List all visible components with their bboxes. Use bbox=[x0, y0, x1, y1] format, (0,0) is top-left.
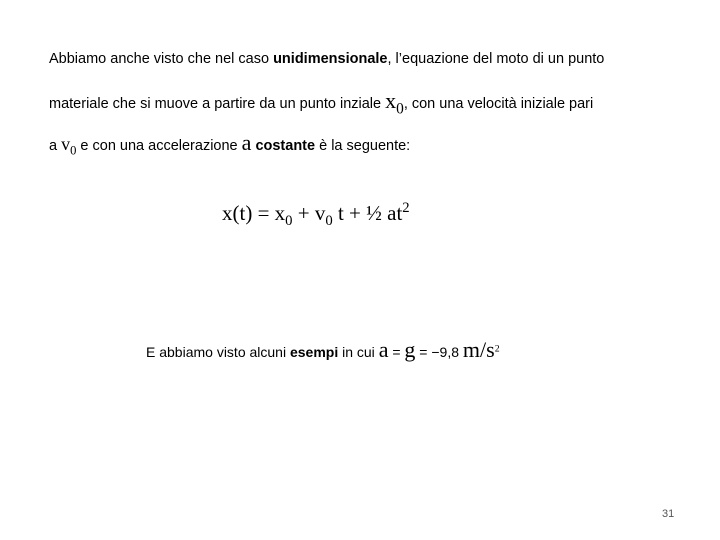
intro-text: e con una accelerazione bbox=[76, 138, 242, 154]
equation-half: ½ bbox=[366, 201, 382, 225]
equation-plus: + bbox=[343, 201, 367, 225]
symbol-x: x bbox=[385, 88, 397, 113]
motion-equation bbox=[222, 200, 410, 230]
examples-text: in cui bbox=[338, 344, 379, 360]
intro-text: Abbiamo anche visto che nel caso bbox=[49, 51, 274, 67]
equation-t: t bbox=[332, 201, 344, 225]
symbol-x0 bbox=[385, 88, 404, 118]
examples-text: E abbiamo visto alcuni bbox=[146, 344, 290, 360]
examples-text: = bbox=[388, 344, 405, 360]
term-unidimensionale: unidimensionale bbox=[273, 51, 388, 67]
equation-lhs: x(t) = bbox=[222, 201, 275, 225]
page-number: 31 bbox=[662, 508, 675, 520]
examples-line bbox=[146, 337, 500, 363]
intro-text: , con una velocità iniziale pari bbox=[403, 96, 594, 112]
subscript-0: 0 bbox=[70, 143, 77, 158]
symbol-g: g bbox=[404, 337, 416, 362]
symbol-v0 bbox=[61, 134, 77, 158]
term-costante: costante bbox=[255, 138, 316, 154]
term-esempi: esempi bbox=[289, 344, 339, 360]
intro-text: materiale che si muove a partire da un punto inziale bbox=[49, 96, 386, 112]
unit-m-s: m/s bbox=[462, 337, 495, 362]
subscript-0: 0 bbox=[325, 213, 333, 230]
superscript-2: 2 bbox=[494, 343, 500, 355]
intro-line-1 bbox=[49, 49, 699, 69]
symbol-a: a bbox=[378, 337, 389, 362]
equation-at: at bbox=[381, 201, 403, 225]
intro-line-3 bbox=[49, 130, 699, 161]
equation-x: x bbox=[274, 201, 286, 225]
equation-v: v bbox=[314, 201, 326, 225]
intro-line-2 bbox=[49, 88, 699, 119]
intro-text: è la seguente: bbox=[315, 138, 411, 154]
symbol-v: v bbox=[61, 134, 71, 154]
intro-text: a bbox=[49, 138, 62, 154]
gravity-value: = −9,8 bbox=[415, 344, 463, 360]
subscript-0: 0 bbox=[285, 213, 293, 230]
symbol-a: a bbox=[241, 130, 252, 155]
equation-plus: + bbox=[292, 201, 315, 225]
subscript-0: 0 bbox=[396, 100, 404, 118]
intro-text: , l’equazione del moto di un punto bbox=[387, 51, 605, 67]
superscript-2: 2 bbox=[402, 200, 410, 216]
